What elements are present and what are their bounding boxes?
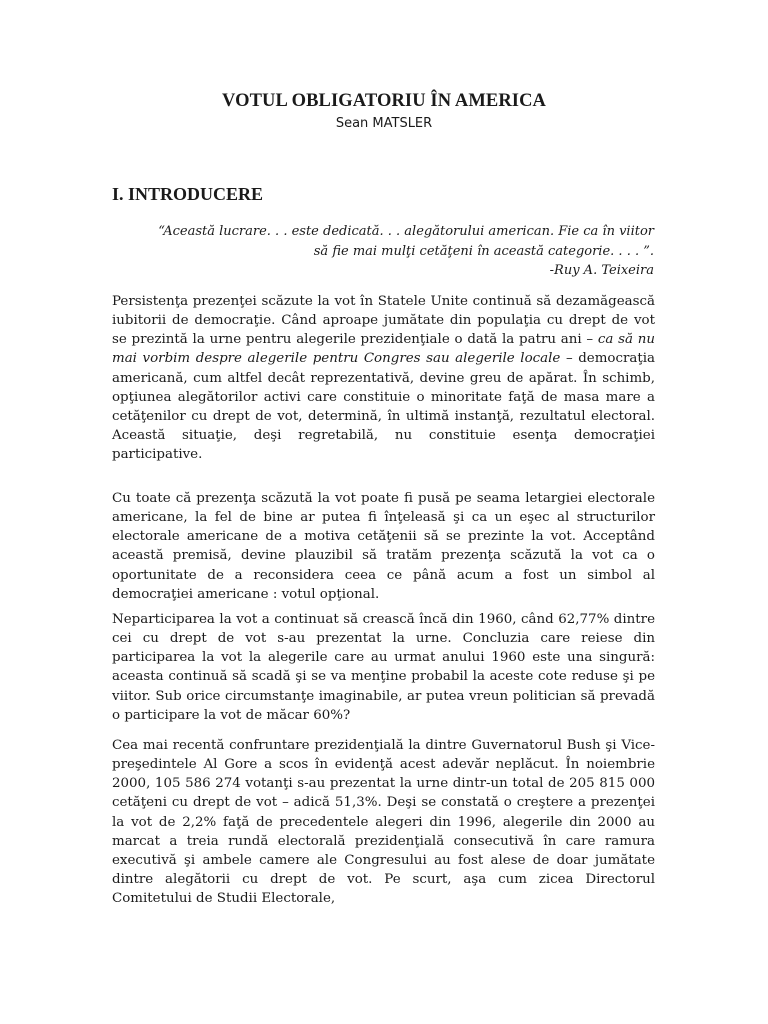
document-title: VOTUL OBLIGATORIU ÎN AMERICA — [221, 91, 546, 111]
paragraph-1-italic-text: ca să nu mai vorbim despre alegerile pentru Congres sau alegerile locale — [112, 332, 655, 367]
paragraph-1 — [112, 292, 655, 464]
paragraph-1-text-b: – democraţia americană, cum altfel decât reprezentativă, devine greu de apărat. În schimb, opţiunea alegătorilor activi care constituie o minoritate faţă de masa mare a cetăţenilor cu drept de vot, determină, în ultimă instanţă, rezultatul electoral. Această situaţie, deşi regretabilă, nu constituie esenţa democraţiei participative. — [112, 351, 656, 463]
paragraph-3: Neparticiparea la vot a continuat să crească încă din 1960, când 62,77% dintre cei cu drept de vot s-au prezentat la urne. Concluzia care reiese din participarea la vot la alegerile care au urmat anului 1960 este una singură: aceasta continuă să scadă şi se va menţine probabil la aceste cote reduse şi pe viitor. Sub orice circumstanţe imaginabile, ar putea vreun politician să prevadă o participare la vot de măcar 60%? — [112, 612, 655, 723]
epigraph-quote — [112, 222, 654, 281]
section-heading: I. INTRODUCERE — [112, 184, 264, 204]
document-author: Sean MATSLER — [335, 116, 433, 131]
paragraph-2: Cu toate că prezenţa scăzută la vot poate fi pusă pe seama letargiei electorale americane, la fel de bine ar putea fi înţeleasă şi ca un eşec al structurilor electorale americane de a motiva cetăţenii să se prezinte la vot. Acceptând această premisă, devine plauzibil să tratăm prezenţa scăzută la vot ca o oportunitate de a reconsidera ceea ce până acum a fost un simbol al democraţiei americane : votul opţional. — [112, 491, 655, 602]
paragraph-1-text-a: Persistenţa prezenţei scăzute la vot în Statele Unite continuă să dezamăgească iubitorii de democraţie. Când aproape jumătate din populaţia cu drept de vot se prezintă la urne pentru alegerile prezidenţiale o dată la patru ani – — [112, 294, 655, 348]
quote-line-2: să fie mai mulţi cetăţeni în această categorie. . . . ”. — [313, 243, 654, 259]
quote-line-1: “Această lucrare. . . este dedicată. . . alegătorului american. Fie ca în viitor — [158, 224, 654, 239]
quote-attribution: -Ruy A. Teixeira — [549, 263, 654, 278]
paragraph-4: Cea mai recentă confruntare prezidenţială la dintre Guvernatorul Bush şi Vice-preşedintele Al Gore a scos în evidenţă acest adevăr neplăcut. În noiembrie 2000, 105 586 274 votanţi s-au prezentat la urne dintr-un total de 205 815 000 cetăţeni cu drept de vot – adică 51,3%. Deşi se constată o creştere a prezenţei la vot de 2,2% faţă de precedentele alegeri din 1996, alegerile din 2000 au marcat a treia rundă electorală prezidenţială consecutivă în care ramura executivă şi ambele camere ale Congresului au fost alese de doar jumătate dintre alegătorii cu drept de vot. Pe scurt, aşa cum zicea Directorul Comitetului de Studii Electorale, — [112, 738, 655, 907]
